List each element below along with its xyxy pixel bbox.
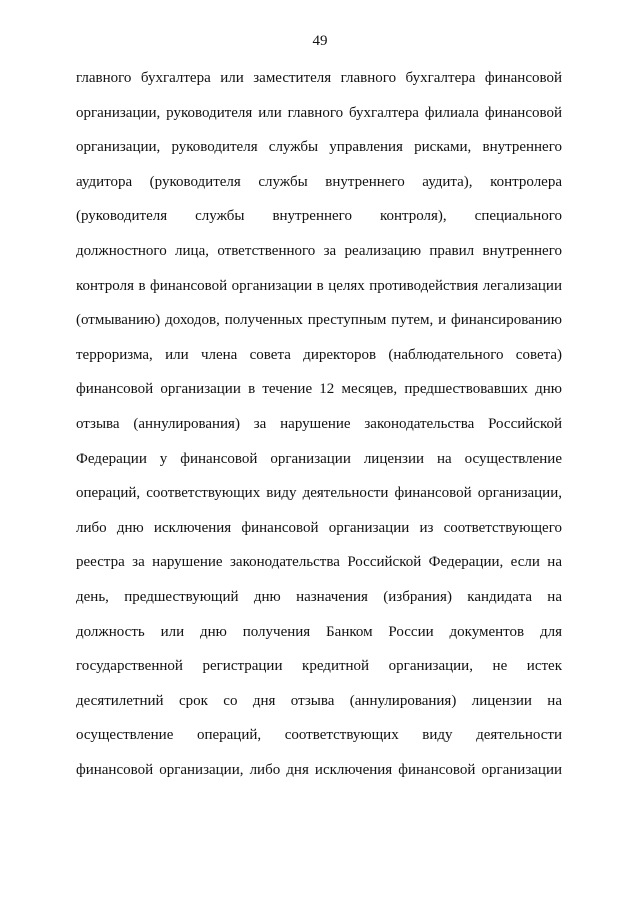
text-line: Федерации у финансовой организации лицензии на осуществление (76, 450, 562, 467)
text-line: финансовой организации, либо дня исключения финансовой организации (76, 761, 562, 778)
text-line: отзыва (аннулирования) за нарушение законодательства Российской (76, 415, 562, 432)
text-line: аудитора (руководителя службы внутреннего аудита), контролера (76, 173, 562, 190)
text-line: организации, руководителя службы управления рисками, внутреннего (76, 139, 562, 156)
text-line: должность или дню получения Банком России документов для (76, 623, 562, 640)
body-text (76, 66, 562, 792)
text-line: операций, соответствующих виду деятельности финансовой организации, (76, 485, 562, 502)
text-line: финансовой организации в течение 12 месяцев, предшествовавших дню (76, 381, 562, 398)
text-line: осуществление операций, соответствующих виду деятельности (76, 727, 562, 744)
text-line: десятилетний срок со дня отзыва (аннулирования) лицензии на (76, 692, 562, 709)
text-line: день, предшествующий дню назначения (избрания) кандидата на (76, 588, 562, 605)
page-number: 49 (312, 33, 328, 49)
text-line: терроризма, или члена совета директоров (наблюдательного совета) (76, 346, 562, 363)
text-line: (руководителя службы внутреннего контроля), специального (76, 208, 562, 225)
text-line: организации, руководителя или главного бухгалтера филиала финансовой (76, 104, 562, 121)
text-line: главного бухгалтера или заместителя главного бухгалтера финансовой (76, 70, 562, 86)
text-line: (отмыванию) доходов, полученных преступным путем, и финансированию (76, 312, 562, 329)
text-line: либо дню исключения финансовой организации из соответствующего (76, 519, 562, 536)
text-line: должностного лица, ответственного за реализацию правил внутреннего (76, 242, 562, 259)
text-line: контроля в финансовой организации в целях противодействия легализации (76, 277, 562, 294)
text-line: реестра за нарушение законодательства Российской Федерации, если на (76, 554, 562, 571)
text-line: государственной регистрации кредитной организации, не истек (76, 658, 562, 675)
